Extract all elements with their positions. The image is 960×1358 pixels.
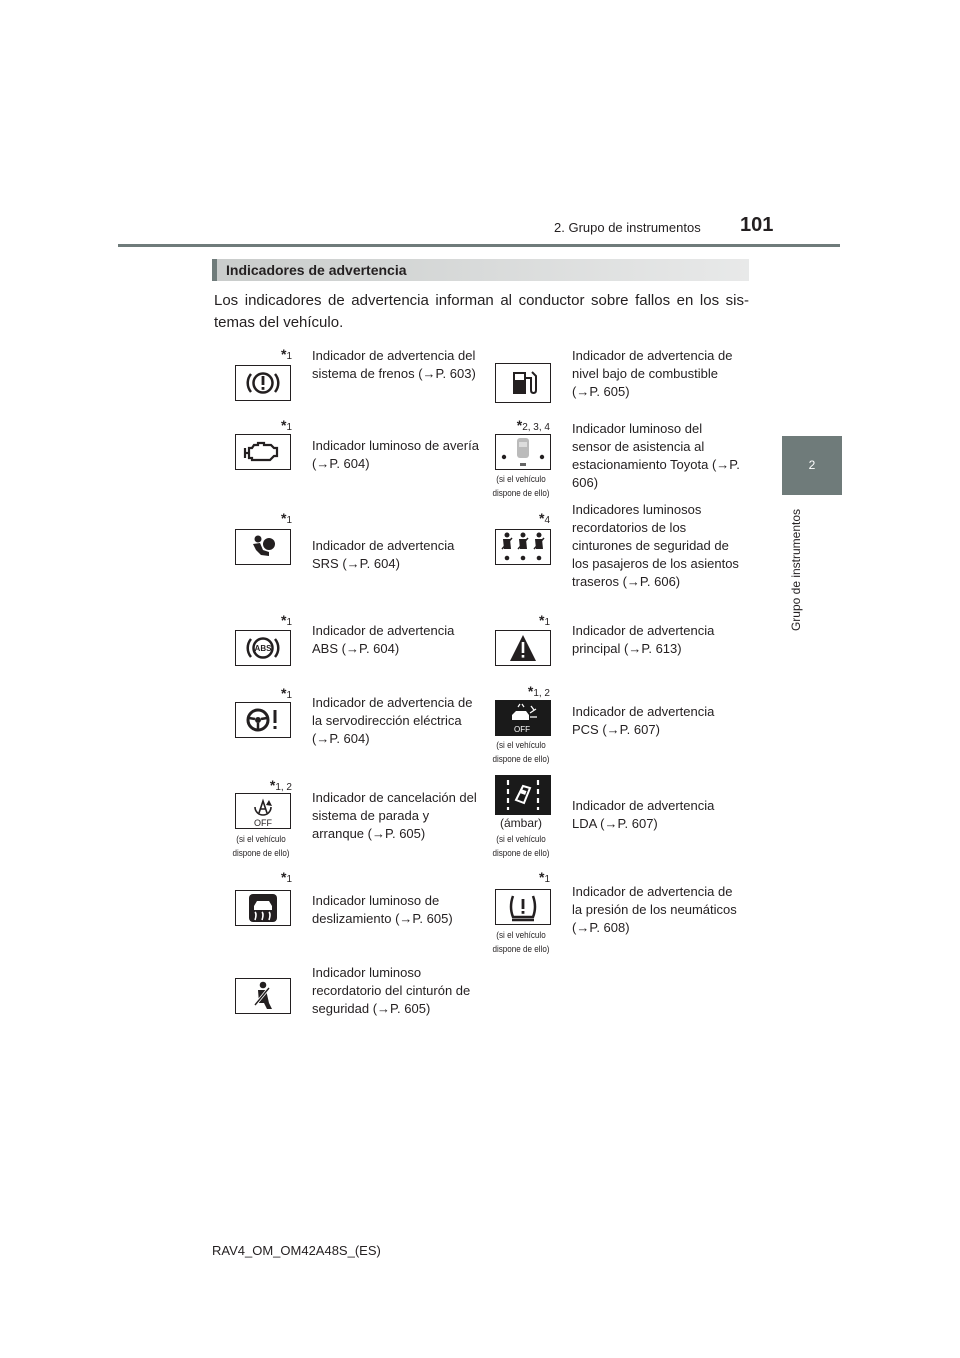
pcs-warning-icon [495, 700, 551, 736]
abs-label: ABS [254, 644, 272, 653]
parking-assist-description: Indicador luminoso del sensor de asistencia al estacionamiento Toyota (→P. 606) [572, 421, 740, 490]
brake-warning-description: Indicador de advertencia del sistema de frenos (→P. 603) [312, 348, 476, 381]
master-warning-description: Indicador de advertencia principal (→P. 613) [572, 623, 715, 656]
seatbelt-reminder-icon [235, 978, 291, 1014]
footnote-marker: *1 [280, 685, 292, 701]
abs-warning-icon [235, 630, 291, 666]
chapter-title: 2. Grupo de instrumentos [554, 220, 701, 235]
footnote-marker: *1, 2 [527, 683, 550, 699]
availability-note: (si el vehículo dispone de ello) [232, 834, 290, 859]
amber-color-note: (ámbar) [499, 816, 542, 830]
header-rule [118, 244, 840, 247]
check-engine-icon [235, 434, 291, 470]
footnote-marker: *4 [538, 510, 550, 526]
abs-warning-description: Indicador de advertencia ABS (→P. 604) [312, 623, 455, 656]
chapter-tab [782, 436, 842, 495]
availability-note: (si el vehículo dispone de ello) [492, 474, 550, 499]
pcs-warning-description: Indicador de advertencia PCS (→P. 607) [572, 704, 715, 737]
srs-airbag-icon [235, 529, 291, 565]
footnote-marker: *1 [280, 417, 292, 433]
power-steering-warning-icon [235, 702, 291, 738]
availability-note: (si el vehículo dispone de ello) [492, 740, 550, 765]
section-heading [212, 259, 749, 281]
availability-note: (si el vehículo dispone de ello) [492, 930, 550, 955]
stop-start-cancel-icon [235, 793, 291, 829]
seatbelt-reminder-description: Indicador luminoso recordatorio del cinturón de seguridad (→P. 605) [312, 965, 471, 1016]
brake-warning-icon [235, 365, 291, 401]
footnote-marker: *1 [280, 869, 292, 885]
stop-start-cancel-description: Indicador de cancelación del sistema de parada y arranque (→P. 605) [312, 790, 477, 841]
stop-start-off-label: OFF [254, 818, 272, 828]
slip-indicator-icon [235, 890, 291, 926]
lda-warning-description: Indicador de advertencia LDA (→P. 607) [572, 798, 715, 831]
power-steering-warning-description: Indicador de advertencia de la servodirección eléctrica (→P. 604) [312, 695, 473, 746]
fuel-warning-icon [495, 363, 551, 403]
page-number: 101 [740, 214, 774, 236]
footnote-marker: *2, 3, 4 [516, 417, 550, 433]
availability-note: (si el vehículo dispone de ello) [492, 834, 550, 859]
check-engine-description: Indicador luminoso de avería (→P. 604) [312, 438, 479, 471]
lda-warning-icon [495, 775, 551, 815]
pcs-off-label: OFF [514, 725, 530, 734]
section-intro: Los indicadores de advertencia informan al conductor sobre fallos en los sis- temas del vehículo. [214, 292, 749, 331]
footnote-marker: *1 [538, 869, 550, 885]
chapter-side-label [784, 500, 808, 640]
tire-pressure-warning-icon [495, 889, 551, 925]
srs-airbag-description: Indicador de advertencia SRS (→P. 604) [312, 538, 455, 571]
rear-seatbelt-reminder-description: Indicadores luminosos recordatorios de los cinturones de seguridad de los pasajeros de los asientos traseros (→P. 606) [572, 502, 739, 589]
document-code: RAV4_OM_OM42A48S_(ES) [212, 1243, 381, 1258]
footnote-marker: *1 [538, 612, 550, 628]
chapter-tab-number: 2 [808, 458, 816, 472]
footnote-marker: *1 [280, 510, 292, 526]
tire-pressure-warning-description: Indicador de advertencia de la presión de los neumáticos (→P. 608) [572, 884, 737, 935]
parking-assist-icon [495, 434, 551, 470]
master-warning-icon [495, 630, 551, 666]
rear-seatbelt-reminder-icon [495, 529, 551, 565]
chapter-side-label-text: Grupo de instrumentos [789, 508, 803, 632]
section-title: Indicadores de advertencia [226, 262, 407, 278]
fuel-warning-description: Indicador de advertencia de nivel bajo de combustible (→P. 605) [572, 348, 733, 399]
footnote-marker: *1 [280, 346, 292, 362]
footnote-marker: *1 [280, 612, 292, 628]
footnote-marker: *1, 2 [269, 777, 292, 793]
slip-indicator-description: Indicador luminoso de deslizamiento (→P. 605) [312, 893, 453, 926]
